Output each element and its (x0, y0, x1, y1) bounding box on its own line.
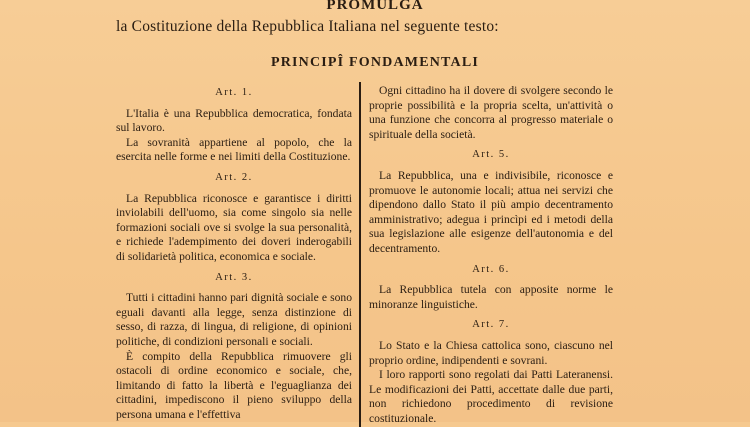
article-7-paragraph-2: I loro rapporti sono regolati dai Patti Lateranensi. Le modificazioni dei Patti, accettate dalle due parti, non richiedono procedimento di revisione costituzionale. (369, 368, 613, 425)
article-1-paragraph-2: La sovranità appartiene al popolo, che la esercita nelle forme e nei limiti della Costituzione. (116, 135, 352, 164)
article-4-continuation: Ogni cittadino ha il dovere di svolgere secondo le proprie possibilità e la propria scelta, un'attività o una funzione che concorra al progresso materiale o spirituale della società. (369, 84, 613, 141)
article-3-title: Art. 3. (215, 271, 253, 283)
article-3-paragraph-2: È compito della Repubblica rimuovere gli ostacoli di ordine economico e sociale, che, limitando di fatto la libertà e l'eguaglianza dei cittadini, impediscono il pieno sviluppo della persona umana e l'effettiva (116, 349, 352, 421)
article-1-paragraph-1: L'Italia è una Repubblica democratica, fondata sul lavoro. (116, 106, 352, 135)
document-subtitle: la Costituzione della Repubblica Italiana nel seguente testo: (116, 18, 499, 35)
article-3-paragraph-1: Tutti i cittadini hanno pari dignità sociale e sono eguali davanti alla legge, senza distinzione di sesso, di razza, di lingua, di religione, di opinioni politiche, di condizioni personali e sociali. (116, 291, 352, 348)
left-column (116, 80, 352, 422)
promulga-heading: PROMULGA (326, 0, 424, 13)
article-7-title: Art. 7. (472, 319, 510, 331)
right-column (369, 80, 613, 426)
column-divider (359, 82, 361, 427)
article-7-paragraph-1: Lo Stato e la Chiesa cattolica sono, ciascuno nel proprio ordine, indipendenti e sovrani. (369, 338, 613, 367)
article-6-title: Art. 6. (472, 263, 510, 275)
article-5-title: Art. 5. (472, 149, 510, 161)
article-5-paragraph-1: La Repubblica, una e indivisibile, riconosce e promuove le autonomie locali; attua nei servizi che dipendono dallo Stato il più ampio decentramento amministrativo; adegua i princìpi ed i metodi della sua legislazione alle esigenze dell'autonomia e del decentramento. (369, 168, 613, 255)
article-2-title: Art. 2. (215, 171, 253, 183)
article-2-paragraph-1: La Repubblica riconosce e garantisce i diritti inviolabili dell'uomo, sia come singolo sia nelle formazioni sociali ove si svolge la sua personalità, e richiede l'adempimento dei doveri inderogabili di solidarietà politica, economica e sociale. (116, 191, 352, 263)
article-1-title: Art. 1. (215, 87, 253, 98)
section-title: PRINCIPÎ FONDAMENTALI (270, 55, 480, 70)
article-6-paragraph-1: La Repubblica tutela con apposite norme le minoranze linguistiche. (369, 283, 613, 311)
